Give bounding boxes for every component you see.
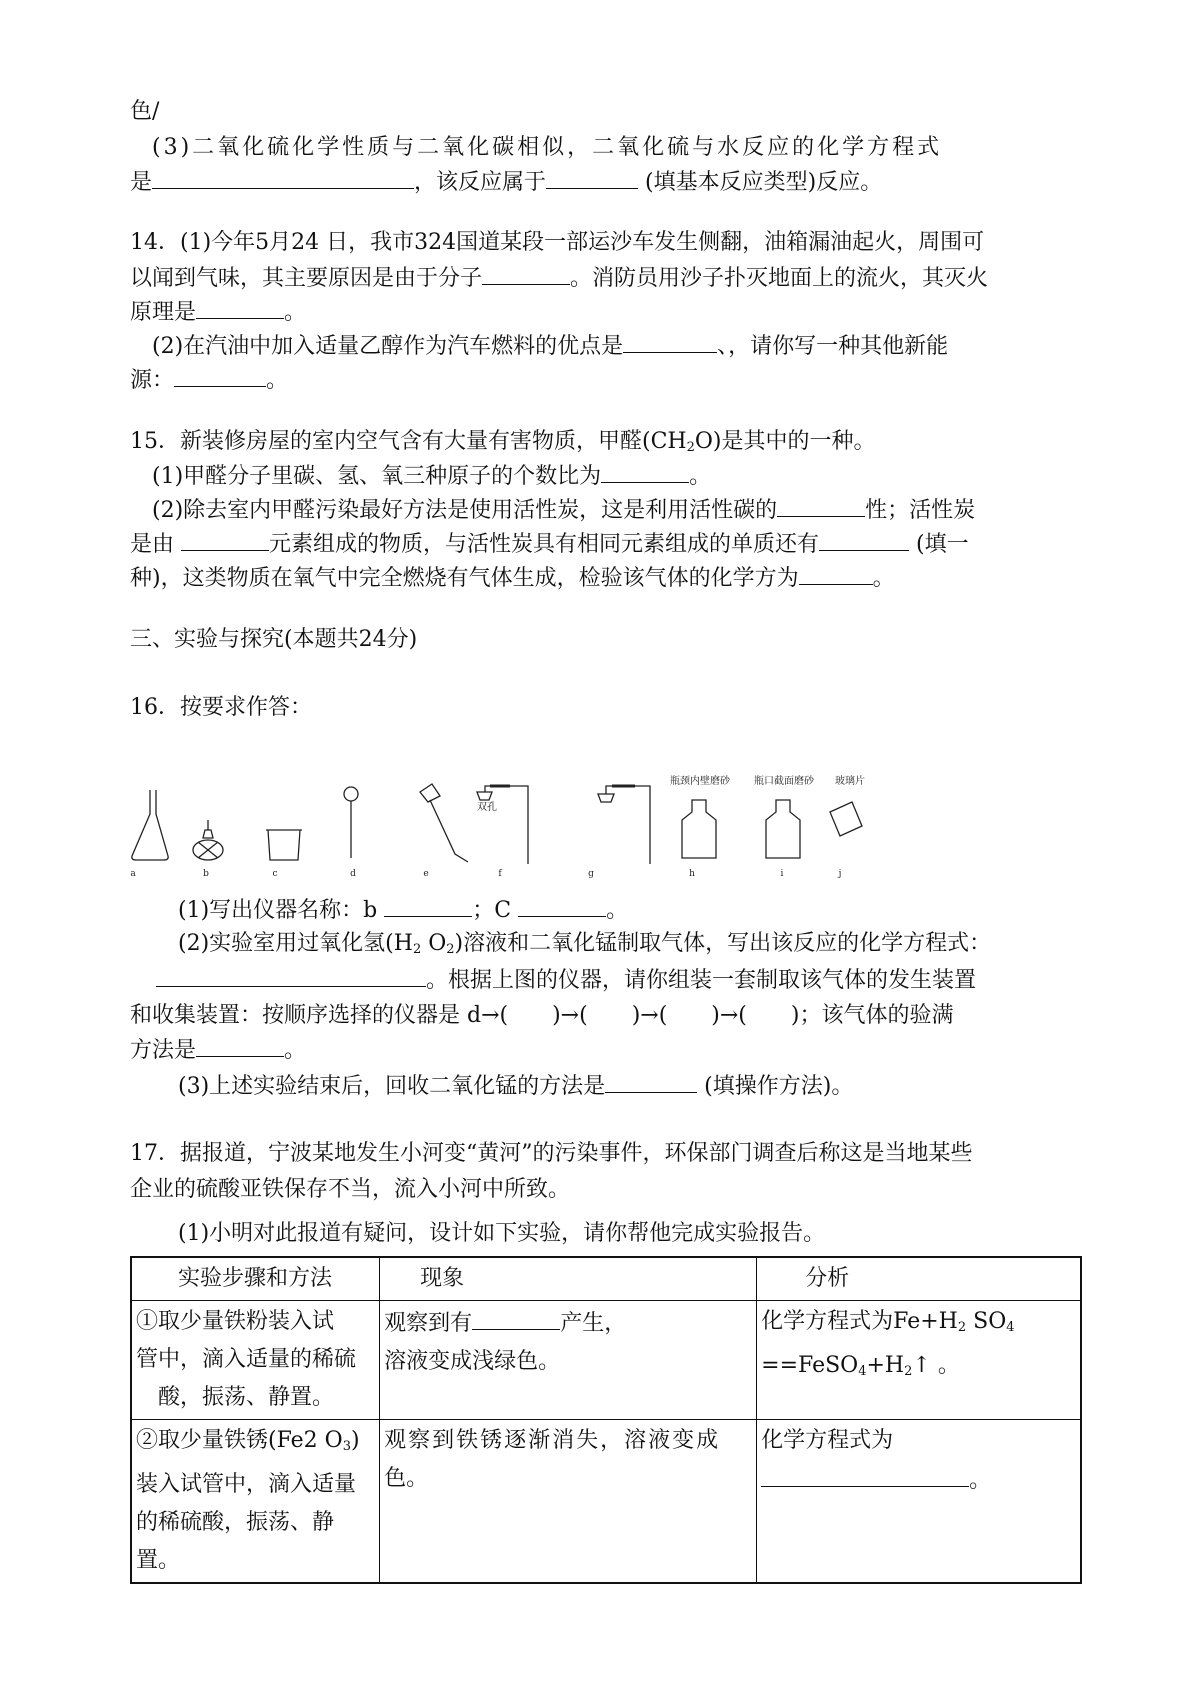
q16-part2-line2 — [130, 960, 1080, 1001]
label-f: f — [498, 869, 502, 879]
cell-text: ) — [350, 1428, 360, 1453]
cell-text: 溶液变成浅绿色。 — [384, 1349, 561, 1374]
q16-part2-line4 — [130, 1030, 1080, 1071]
answer-blank[interactable] — [482, 258, 570, 285]
cell-text: 管中，滴入适量的稀硫 — [136, 1347, 357, 1372]
cell-text: 产生， — [560, 1311, 627, 1336]
row1-observation — [380, 1301, 757, 1420]
cell-text: 观察到铁锈逐渐消失，溶液变成 — [384, 1428, 721, 1453]
cell-text: 酸，振荡、静置。 — [158, 1385, 335, 1410]
answer-blank[interactable] — [546, 162, 638, 189]
cell-text — [136, 1422, 375, 1466]
cell-text — [761, 1303, 1076, 1347]
q14-text: 。 — [284, 300, 307, 325]
label-a: a — [130, 869, 136, 879]
answer-blank[interactable] — [174, 360, 266, 387]
apparatus-figure — [120, 772, 940, 880]
row2-observation — [380, 1420, 757, 1584]
label-e: e — [423, 869, 429, 879]
row2-step — [131, 1420, 380, 1584]
q13-part3-line2 — [130, 162, 1080, 203]
cell-text: ②取少量铁锈(Fe2 O — [136, 1428, 343, 1453]
cell-text: 的稀硫酸，振荡、静置。 — [136, 1510, 335, 1573]
q14-text: 以闻到气味，其主要原因是由于分子 — [130, 266, 483, 291]
q15-text: 性；活性炭 — [865, 498, 976, 523]
label-h: h — [689, 869, 695, 879]
q15-text: (2)除去室内甲醛污染最好方法是使用活性炭，这是利用活性碳的 — [152, 498, 778, 523]
separatory-funnel-icon — [420, 784, 468, 862]
answer-blank[interactable] — [799, 558, 873, 585]
q15-text: O)是其中的一种。 — [694, 429, 876, 454]
cell-text: ==FeSO — [761, 1353, 859, 1378]
q13-text-c: (填基本反应类型)反应。 — [645, 170, 883, 195]
header-step: 实验步骤和方法 — [131, 1257, 380, 1301]
experiment-report-table — [130, 1256, 1082, 1584]
cell-text: 化学方程式为 — [761, 1428, 894, 1453]
q15-text: (填一 — [916, 532, 969, 557]
q16-text: O — [421, 931, 447, 956]
answer-blank[interactable] — [196, 1030, 284, 1057]
q13-text-b: ，该反应属于 — [414, 170, 547, 195]
q13-text-a: 是 — [130, 170, 153, 195]
q17-line1: 17．据报道，宁波某地发生小河变“黄河”的污染事件，环保部门调查后称这是当地某些 — [130, 1141, 973, 1166]
answer-blank[interactable] — [196, 292, 284, 319]
label-c: c — [272, 869, 278, 879]
alcohol-lamp-icon — [193, 820, 223, 860]
cell-text: +H — [866, 1353, 905, 1378]
label-d: d — [350, 869, 356, 879]
q16-text: (填操作方法)。 — [704, 1074, 854, 1099]
q16-title: 16．按要求作答： — [130, 695, 312, 720]
answer-blank[interactable] — [384, 890, 472, 917]
beaker-icon — [266, 830, 302, 860]
note-i: 瓶口截面磨砂 — [754, 776, 814, 787]
cell-text: ①取少量铁粉装入试 — [136, 1309, 335, 1334]
q14-text: 源： — [130, 368, 175, 393]
answer-blank[interactable] — [605, 1066, 697, 1093]
q16-text: (3)上述实验结束后，回收二氧化锰的方法是 — [178, 1074, 606, 1099]
long-funnel-icon — [344, 787, 358, 858]
answer-blank[interactable] — [623, 326, 717, 353]
stopper-tube-icon — [598, 786, 650, 864]
subscript: 2 — [412, 942, 422, 957]
q16-text: (2)实验室用过氧化氢(H — [178, 931, 413, 956]
header-analysis: 分析 — [757, 1257, 1081, 1301]
q15-text: 是由 — [130, 532, 181, 557]
q15-text: 。 — [872, 566, 895, 591]
cell-text — [761, 1460, 1076, 1500]
label-i: i — [780, 869, 784, 879]
q16-part2-line3: 和收集装置：按顺序选择的仪器是 d→( )→( )→( )→( )；该气体的验满 — [130, 1003, 954, 1028]
note-double-hole: 双孔 — [477, 802, 497, 813]
q16-text: (1)写出仪器名称：b — [178, 898, 385, 923]
answer-blank[interactable] — [777, 490, 865, 517]
row1-analysis — [757, 1301, 1081, 1420]
q17-line2: 企业的硫酸亚铁保存不当，流入小河中所致。 — [130, 1177, 571, 1202]
q15-line5 — [130, 558, 1080, 599]
section-title: 三、实验与探究(本题共24分) — [130, 627, 418, 652]
subscript: 4 — [858, 1364, 867, 1379]
gas-bottle-icon — [766, 800, 800, 858]
answer-blank[interactable] — [472, 1303, 560, 1330]
stopper-tube-icon — [477, 786, 528, 864]
q16-part3 — [178, 1066, 1128, 1107]
note-j: 玻璃片 — [835, 776, 865, 787]
q17-line3: (1)小明对此报道有疑问，设计如下实验，请你帮他完成实验报告。 — [178, 1221, 826, 1246]
cell-text: ↑ 。 — [912, 1353, 960, 1378]
q14-text: 、，请你写一种其他新能 — [717, 334, 949, 359]
q15-text: 。 — [689, 464, 712, 489]
q14-text: (2)在汽油中加入适量乙醇作为汽车燃料的优点是 — [152, 334, 624, 359]
q15-text: 15．新装修房屋的室内空气含有大量有害物质，甲醛(CH — [130, 429, 687, 454]
cell-text: 。 — [969, 1468, 992, 1493]
subscript: 2 — [957, 1320, 967, 1335]
table-header-row — [131, 1257, 1081, 1301]
table-row — [131, 1301, 1081, 1420]
answer-blank[interactable] — [181, 524, 269, 551]
label-j: j — [838, 869, 842, 879]
q16-text: 。 — [284, 1038, 307, 1063]
subscript: 3 — [342, 1439, 351, 1454]
q16-text: 。根据上图的仪器，请你组装一套制取该气体的发生装置 — [426, 968, 977, 993]
q15-text: 元素组成的物质，与活性炭具有相同元素组成的单质还有 — [269, 532, 820, 557]
subscript: 4 — [1006, 1320, 1015, 1335]
table-row — [131, 1420, 1081, 1584]
conical-flask-icon — [132, 790, 168, 860]
cell-text: 化学方程式为Fe+H — [761, 1309, 958, 1334]
q14-text: 原理是 — [130, 300, 197, 325]
row2-analysis — [757, 1420, 1081, 1584]
row1-step — [131, 1301, 380, 1420]
q13-fragment: 色/ — [130, 99, 160, 124]
q14-line1: 14．(1)今年5月24 日，我市324国道某段一部运沙车发生侧翻，油箱漏油起火，周围可 — [130, 230, 985, 255]
answer-blank[interactable] — [761, 1460, 969, 1487]
cell-text: 观察到有 — [384, 1311, 473, 1336]
q16-text: 方法是 — [130, 1038, 197, 1063]
note-h: 瓶颈内壁磨砂 — [670, 776, 730, 787]
header-observation: 现象 — [380, 1257, 757, 1301]
answer-blank[interactable] — [601, 456, 689, 483]
q13-part3-line1: (3)二氧化硫化学性质与二氧化碳相似，二氧化硫与水反应的化学方程式 — [152, 135, 943, 160]
subscript: 2 — [686, 440, 695, 455]
q14-text: 。 — [266, 368, 289, 393]
cell-text — [384, 1303, 752, 1343]
q15-text: 种)，这类物质在氧气中完全燃烧有气体生成，检验该气体的化学方为 — [130, 566, 799, 591]
glass-plate-icon — [830, 802, 862, 836]
label-g: g — [588, 869, 594, 879]
cell-text: 装入试管中，滴入适量 — [136, 1472, 357, 1497]
answer-blank[interactable] — [819, 524, 909, 551]
gas-bottle-icon — [682, 800, 716, 858]
answer-blank[interactable] — [152, 162, 414, 189]
answer-blank[interactable] — [156, 960, 426, 987]
q16-text: ；C — [472, 898, 519, 923]
answer-blank[interactable] — [518, 890, 606, 917]
q15-text: (1)甲醛分子里碳、氢、氧三种原子的个数比为 — [152, 464, 602, 489]
q14-text: 。消防员用沙子扑灭地面上的流火，其灭火 — [570, 266, 989, 291]
subscript: 2 — [904, 1364, 913, 1379]
subscript: 2 — [446, 942, 455, 957]
q16-text: 。 — [606, 898, 629, 923]
q14-line5 — [130, 360, 1080, 401]
q16-text: )溶液和二氧化锰制取气体，写出该反应的化学方程式： — [454, 931, 992, 956]
cell-text — [761, 1347, 1076, 1391]
cell-text: SO — [966, 1309, 1007, 1334]
cell-text: 色。 — [384, 1466, 429, 1491]
label-b: b — [203, 869, 209, 879]
